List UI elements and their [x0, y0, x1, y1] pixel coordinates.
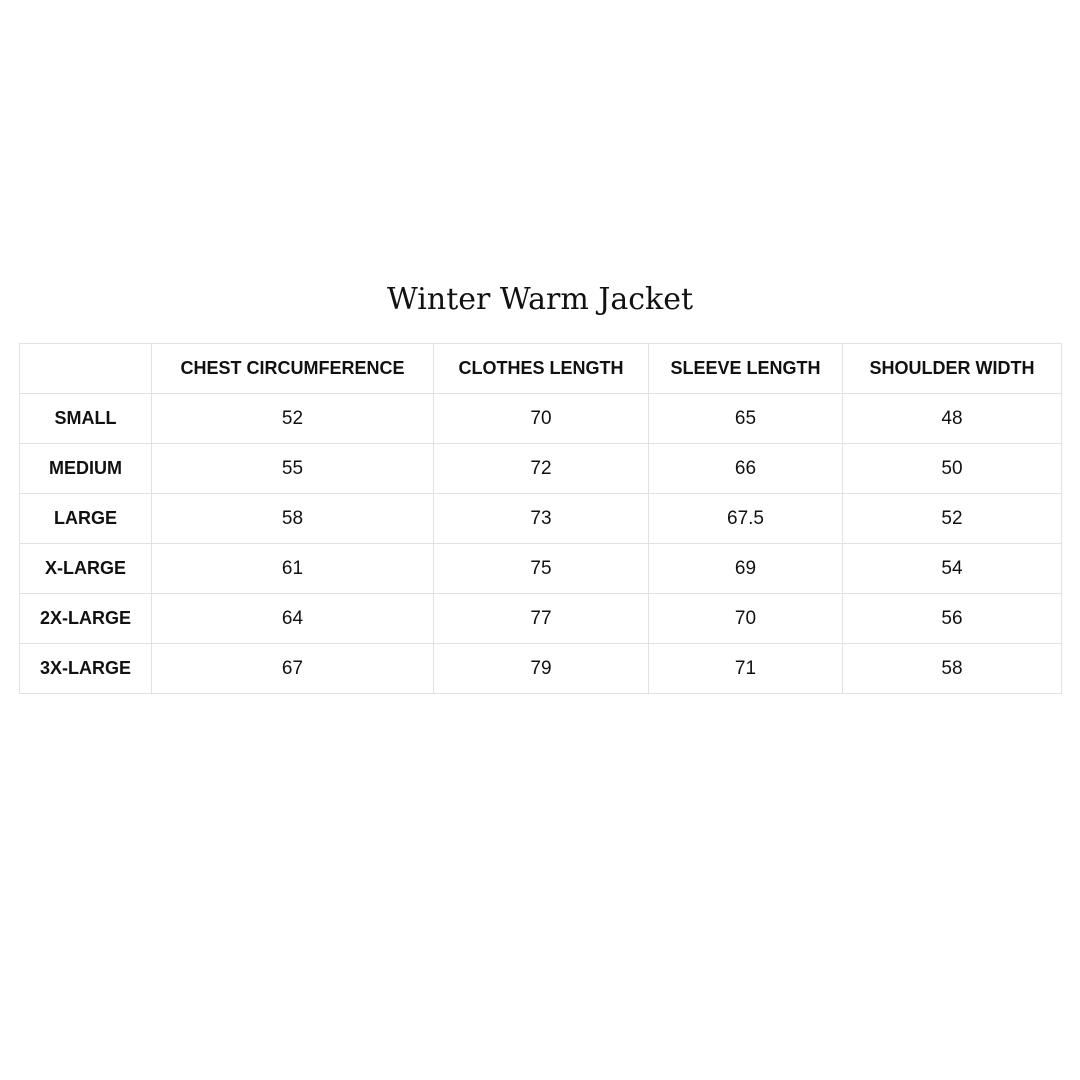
- column-header-clothes-length: CLOTHES LENGTH: [434, 344, 649, 394]
- size-label: X-LARGE: [20, 544, 152, 594]
- table-row: [20, 644, 1062, 694]
- shoulder-width-value: 56: [843, 594, 1062, 644]
- shoulder-width-value: 48: [843, 394, 1062, 444]
- table-row: [20, 444, 1062, 494]
- sleeve-length-value: 71: [649, 644, 843, 694]
- clothes-length-value: 77: [434, 594, 649, 644]
- column-header-sleeve-length: SLEEVE LENGTH: [649, 344, 843, 394]
- clothes-length-value: 72: [434, 444, 649, 494]
- table-row: [20, 594, 1062, 644]
- column-header-shoulder-width: SHOULDER WIDTH: [843, 344, 1062, 394]
- clothes-length-value: 75: [434, 544, 649, 594]
- sleeve-length-value: 70: [649, 594, 843, 644]
- chest-value: 52: [152, 394, 434, 444]
- size-label: SMALL: [20, 394, 152, 444]
- chest-value: 61: [152, 544, 434, 594]
- size-label: 3X-LARGE: [20, 644, 152, 694]
- sleeve-length-value: 69: [649, 544, 843, 594]
- column-header-chest: CHEST CIRCUMFERENCE: [152, 344, 434, 394]
- sleeve-length-value: 67.5: [649, 494, 843, 544]
- size-chart-table: [19, 343, 1062, 694]
- table-row: [20, 394, 1062, 444]
- clothes-length-value: 73: [434, 494, 649, 544]
- sleeve-length-value: 65: [649, 394, 843, 444]
- size-label: 2X-LARGE: [20, 594, 152, 644]
- clothes-length-value: 70: [434, 394, 649, 444]
- shoulder-width-value: 54: [843, 544, 1062, 594]
- shoulder-width-value: 50: [843, 444, 1062, 494]
- size-label: LARGE: [20, 494, 152, 544]
- corner-cell: [20, 344, 152, 394]
- table-body: [20, 394, 1062, 694]
- table-row: [20, 494, 1062, 544]
- header-row: [20, 344, 1062, 394]
- chest-value: 55: [152, 444, 434, 494]
- chest-value: 64: [152, 594, 434, 644]
- chest-value: 67: [152, 644, 434, 694]
- shoulder-width-value: 52: [843, 494, 1062, 544]
- shoulder-width-value: 58: [843, 644, 1062, 694]
- chest-value: 58: [152, 494, 434, 544]
- page-title: Winter Warm Jacket: [386, 282, 694, 317]
- table-row: [20, 544, 1062, 594]
- sleeve-length-value: 66: [649, 444, 843, 494]
- size-label: MEDIUM: [20, 444, 152, 494]
- clothes-length-value: 79: [434, 644, 649, 694]
- table-header: [20, 344, 1062, 394]
